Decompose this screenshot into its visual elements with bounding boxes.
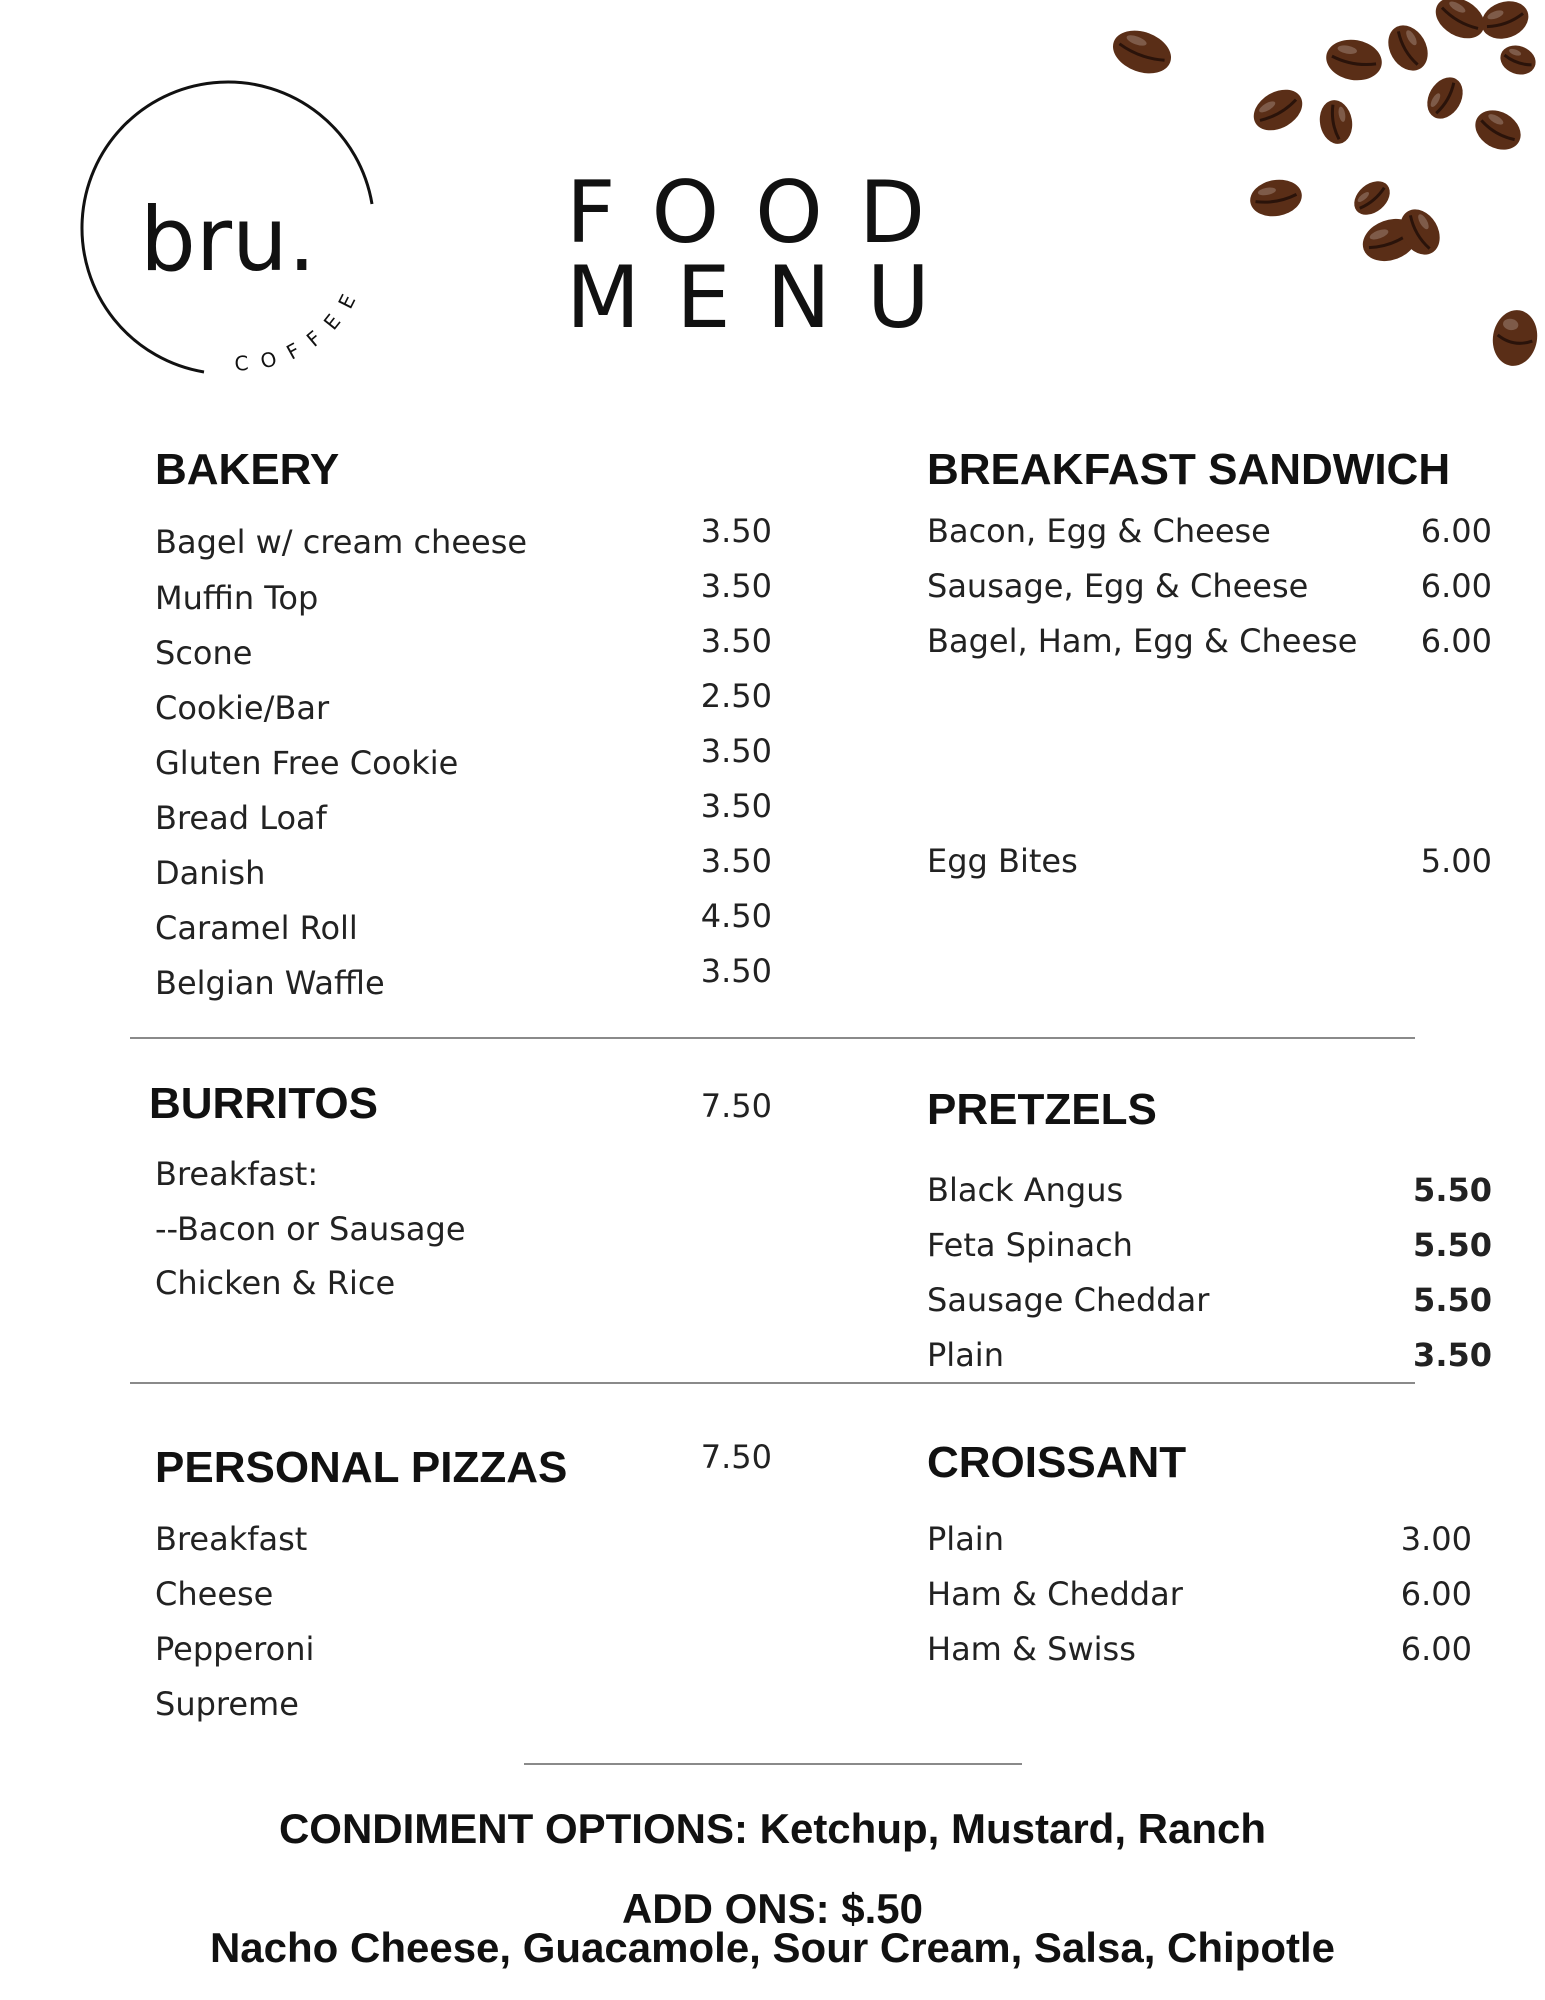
menu-item-price: 6.00 — [1420, 567, 1492, 605]
coffee-bean — [1316, 98, 1355, 147]
coffee-bean — [1380, 18, 1435, 78]
menu-item-name: Black Angus — [927, 1171, 1124, 1209]
menu-item-name: Plain — [927, 1520, 1004, 1558]
breakfast-sandwich-heading: BREAKFAST SANDWICH — [927, 445, 1451, 494]
addons-list: Nacho Cheese, Guacamole, Sour Cream, Salsa, Chipotle — [209, 1924, 1336, 1971]
menu-item-name: Caramel Roll — [155, 909, 358, 947]
menu-item-name: Ham & Cheddar — [927, 1575, 1183, 1613]
menu-item-name: Bacon, Egg & Cheese — [927, 512, 1271, 550]
menu-item-price: 6.00 — [1420, 622, 1492, 660]
menu-item-name: Breakfast — [155, 1520, 308, 1558]
menu-item-price: 6.00 — [1400, 1575, 1472, 1613]
coffee-beans-image — [1090, 0, 1545, 390]
footer-divider — [524, 1763, 1022, 1765]
coffee-bean — [1468, 102, 1528, 157]
coffee-bean — [1246, 81, 1309, 138]
menu-item-name: Chicken & Rice — [155, 1264, 396, 1302]
bru-coffee-logo — [80, 80, 400, 400]
coffee-bean — [1488, 307, 1541, 370]
menu-item-price: 3.00 — [1400, 1520, 1472, 1558]
menu-item-name: Plain — [927, 1336, 1004, 1374]
menu-item-name: Sausage, Egg & Cheese — [927, 567, 1309, 605]
menu-item-name: Gluten Free Cookie — [155, 744, 459, 782]
addons-title: ADD ONS: $.50 — [621, 1885, 924, 1932]
menu-item-price: 3.50 — [700, 732, 772, 770]
menu-item-price: 5.50 — [1413, 1171, 1492, 1209]
condiment-options: CONDIMENT OPTIONS: Ketchup, Mustard, Ranch — [278, 1805, 1267, 1852]
title-food: FOOD — [566, 163, 962, 263]
menu-item-name: Scone — [155, 634, 253, 672]
bakery-heading: BAKERY — [155, 445, 340, 494]
burritos-heading: BURRITOS — [149, 1079, 378, 1128]
menu-item-name: Bagel, Ham, Egg & Cheese — [927, 622, 1358, 660]
menu-item-price: 3.50 — [700, 787, 772, 825]
logo-subtext: COFFEE — [233, 277, 367, 376]
menu-item-price: 5.50 — [1413, 1281, 1492, 1319]
menu-item-name: Pepperoni — [155, 1630, 315, 1668]
menu-item-name: --Bacon or Sausage — [155, 1210, 466, 1248]
menu-item-name: Muffin Top — [155, 579, 319, 617]
menu-item-name: Bagel w/ cream cheese — [155, 523, 528, 561]
pizzas-price: 7.50 — [700, 1438, 772, 1476]
menu-item-name: Breakfast: — [155, 1155, 319, 1193]
menu-item-price: 3.50 — [700, 952, 772, 990]
menu-item-price: 3.50 — [700, 622, 772, 660]
menu-item-price: 6.00 — [1400, 1630, 1472, 1668]
burritos-price: 7.50 — [700, 1087, 772, 1125]
menu-item-price: 3.50 — [700, 512, 772, 550]
menu-item-price: 6.00 — [1420, 512, 1492, 550]
coffee-bean — [1107, 23, 1177, 81]
title-menu: MENU — [566, 248, 966, 348]
menu-item-price: 3.50 — [1413, 1336, 1492, 1374]
menu-item-price: 5.50 — [1413, 1226, 1492, 1264]
menu-item-price: 4.50 — [700, 897, 772, 935]
menu-item-name: Supreme — [155, 1685, 299, 1723]
menu-item-name: Sausage Cheddar — [927, 1281, 1210, 1319]
pizzas-heading: PERSONAL PIZZAS — [155, 1443, 568, 1492]
svg-text:COFFEE — [234, 278, 367, 376]
menu-item-price: 2.50 — [700, 677, 772, 715]
menu-item-price: 3.50 — [700, 842, 772, 880]
menu-item-price: 3.50 — [700, 567, 772, 605]
croissant-heading: CROISSANT — [927, 1438, 1187, 1487]
menu-item-name: Bread Loaf — [155, 799, 327, 837]
coffee-bean — [1476, 0, 1533, 45]
section-divider — [130, 1037, 1415, 1039]
coffee-bean — [1247, 176, 1304, 220]
logo-wordmark: bru. — [140, 188, 316, 291]
menu-item-name: Cheese — [155, 1575, 274, 1613]
coffee-bean — [1420, 71, 1470, 125]
pretzels-heading: PRETZELS — [927, 1085, 1157, 1134]
menu-item-name: Egg Bites — [927, 842, 1078, 880]
menu-item-name: Ham & Swiss — [927, 1630, 1136, 1668]
menu-item-name: Cookie/Bar — [155, 689, 330, 727]
section-divider — [130, 1382, 1415, 1384]
menu-item-name: Danish — [155, 854, 266, 892]
coffee-bean — [1348, 174, 1397, 221]
menu-item-name: Feta Spinach — [927, 1226, 1133, 1264]
menu-item-price: 5.00 — [1420, 842, 1492, 880]
coffee-bean — [1496, 41, 1539, 80]
coffee-bean — [1323, 35, 1385, 84]
menu-item-name: Belgian Waffle — [155, 964, 385, 1002]
